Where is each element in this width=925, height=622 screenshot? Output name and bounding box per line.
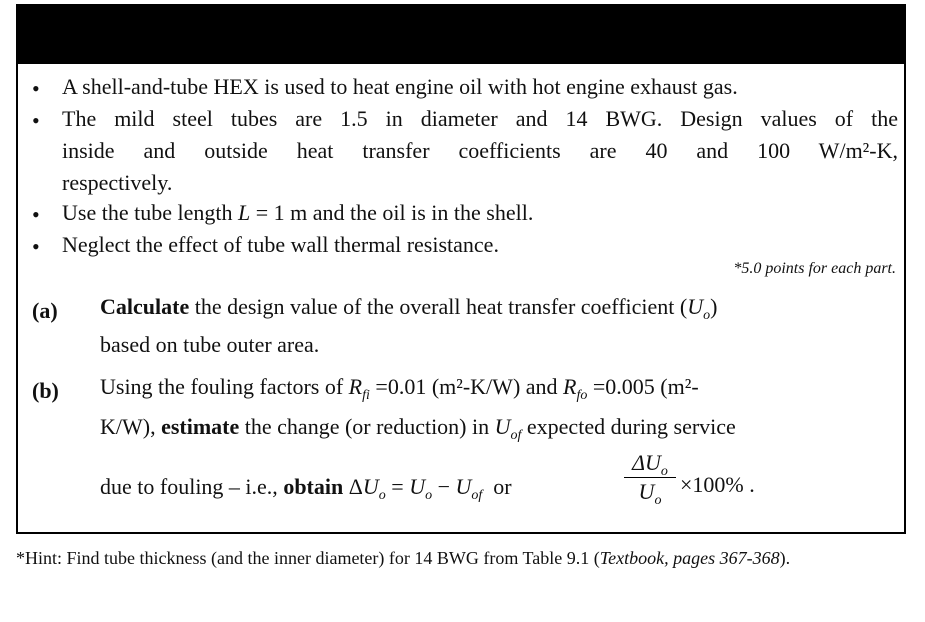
problem-box <box>16 4 906 534</box>
bullet-line-1: A shell-and-tube HEX is used to heat engine oil with hot engine exhaust gas. <box>62 74 738 99</box>
bullet-line-5: Use the tube length L = 1 m and the oil is in the shell. <box>62 200 534 225</box>
percent-factor: ×100% . <box>680 472 755 497</box>
hint-text: *Hint: Find tube thickness (and the inner diameter) for 14 BWG from Table 9.1 (Textbook, pages 367-368). <box>16 548 791 568</box>
fraction-numerator: $\Delta U_o$ <box>632 450 668 479</box>
bullet-dot: • <box>32 234 40 259</box>
delta-u-fraction <box>624 450 676 508</box>
bullet-dot: • <box>32 202 40 227</box>
points-note: *5.0 points for each part. <box>733 260 896 277</box>
fraction-bar <box>624 477 676 478</box>
bullet-line-6: Neglect the effect of tube wall thermal resistance. <box>62 232 499 257</box>
header-bar <box>18 6 904 64</box>
part-b-line-1: Using the fouling factors of $R_{fi} =0.01$ (m²-K/W) and $R_{fo} =0.005$ (m²- <box>100 374 699 403</box>
bullet-line-2: The mild steel tubes are 1.5 in diameter and 14 BWG. Design values of the <box>62 106 898 131</box>
part-b-label: (b) <box>32 378 59 403</box>
part-a-label: (a) <box>32 298 58 323</box>
part-a-line-2: based on tube outer area. <box>100 332 320 357</box>
part-b-line-3: due to fouling – i.e., obtain $\Delta U_o = U_o - U_{of}$ or <box>100 474 512 503</box>
part-a-line-1: Calculate the design value of the overall heat transfer coefficient $(U_o)$ <box>100 294 718 323</box>
bullet-dot: • <box>32 76 40 101</box>
bullet-line-3: inside and outside heat transfer coefficients are 40 and 100 W/m²-K, <box>62 138 898 163</box>
fraction-denominator: $U_o$ <box>638 479 662 508</box>
bullet-dot: • <box>32 108 40 133</box>
bullet-line-4: respectively. <box>62 170 173 195</box>
part-b-line-2: K/W), estimate the change (or reduction) in $U_{of}$ expected during service <box>100 414 736 443</box>
